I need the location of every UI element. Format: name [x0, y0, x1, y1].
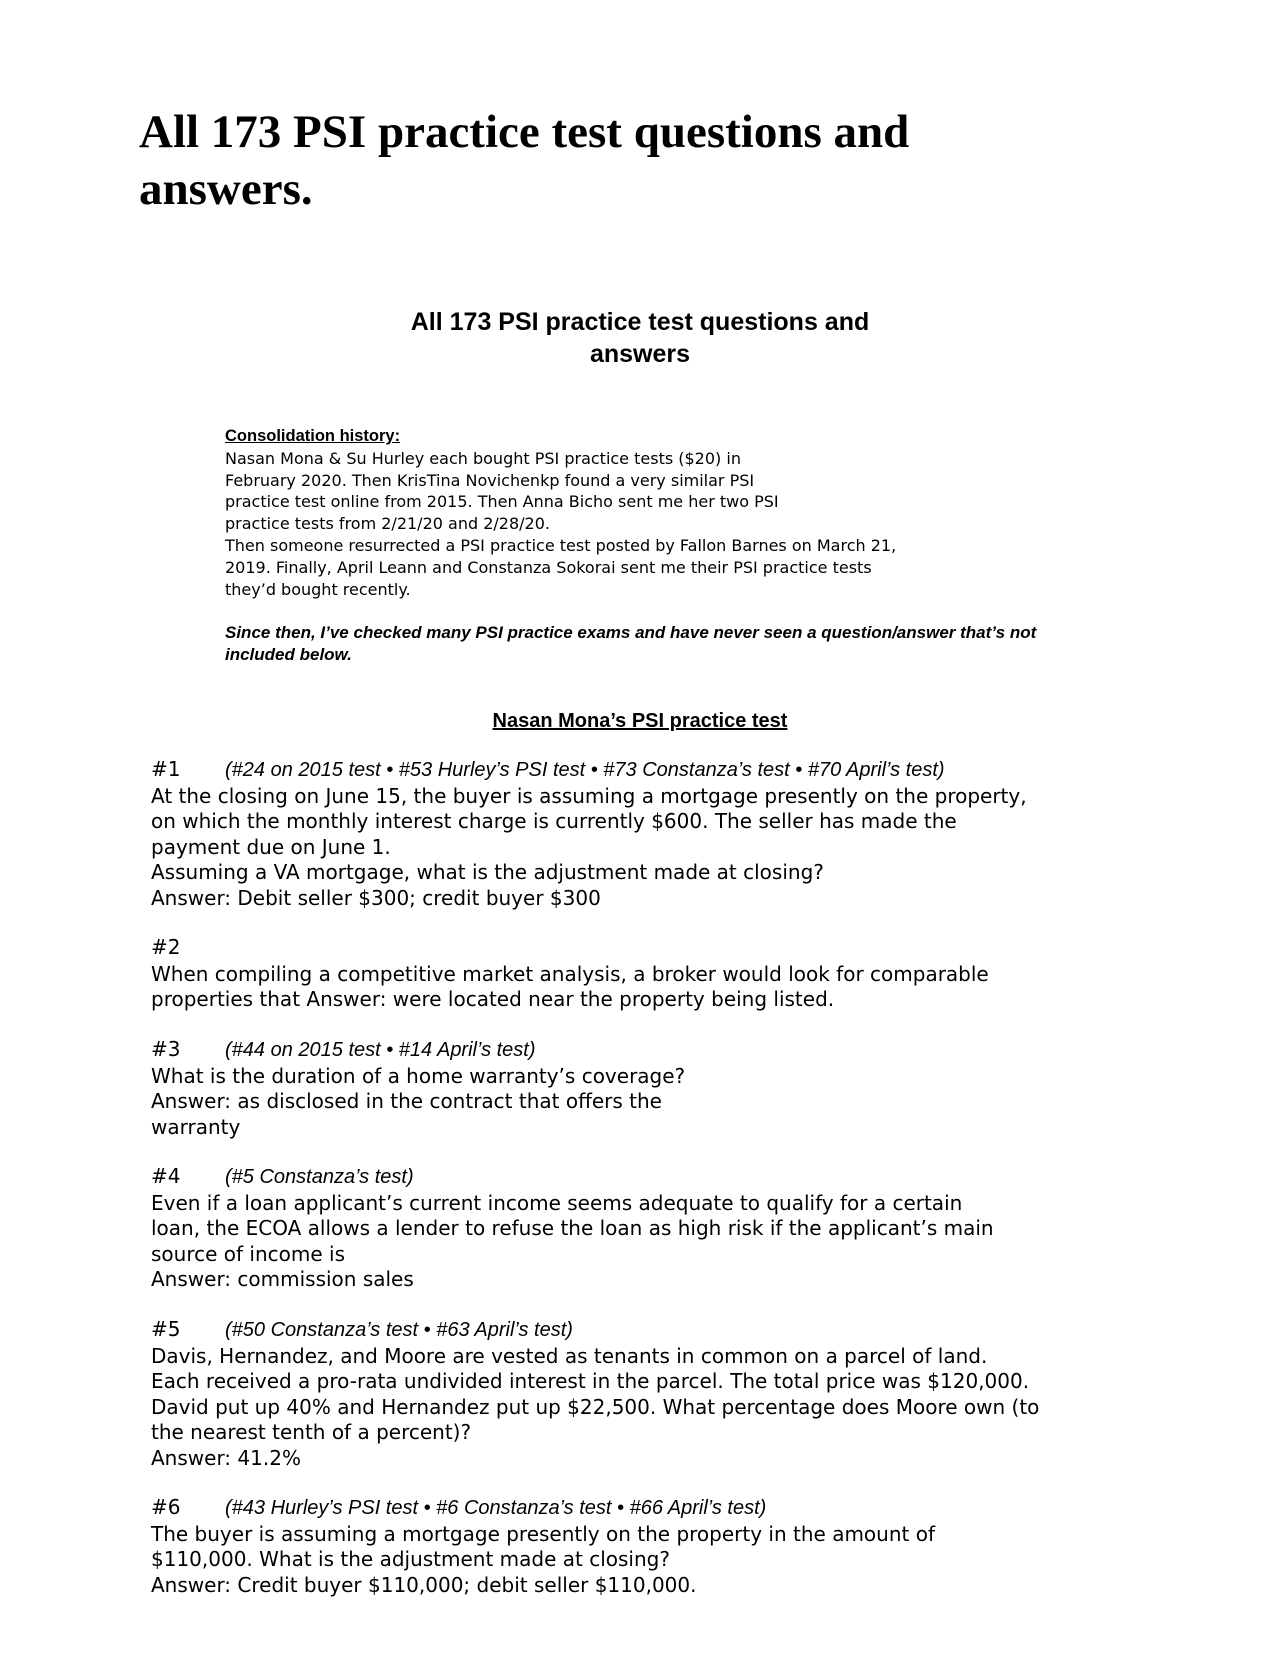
document-subtitle — [0, 306, 1280, 370]
question-header — [151, 935, 1151, 962]
answer-line: Answer: as disclosed in the contract that offers the — [151, 1089, 662, 1113]
question-item — [151, 1317, 1151, 1471]
section-title-text: Nasan Mona’s PSI practice test — [492, 710, 788, 732]
question-number: #6 — [151, 1495, 181, 1519]
history-note-line: included below. — [225, 644, 352, 664]
subtitle-line: answers — [589, 340, 691, 368]
question-source: (#5 Constanza’s test) — [225, 1166, 414, 1188]
history-line: they’d bought recently. — [225, 579, 411, 599]
history-note — [225, 622, 1145, 666]
history-line: practice test online from 2015. Then Anna Bicho sent me her two PSI — [225, 492, 779, 512]
question-source: (#44 on 2015 test • #14 April’s test) — [225, 1039, 536, 1061]
question-number: #5 — [151, 1317, 181, 1341]
question-line: Davis, Hernandez, and Moore are vested as tenants in common on a parcel of land. — [151, 1343, 988, 1368]
question-number: #1 — [151, 757, 181, 781]
question-line: What is the duration of a home warranty’s coverage? — [151, 1063, 686, 1088]
question-line: payment due on June 1. — [151, 834, 391, 859]
question-header — [151, 1037, 1151, 1064]
question-line: When compiling a competitive market analysis, a broker would look for comparable — [151, 961, 989, 986]
answer-line: Answer: commission sales — [151, 1267, 414, 1291]
question-line: source of income is — [151, 1241, 345, 1266]
question-header — [151, 1495, 1151, 1522]
question-line: Each received a pro-rata undivided interest in the parcel. The total price was $120,000. — [151, 1369, 1030, 1393]
history-line: Then someone resurrected a PSI practice test posted by Fallon Barnes on March 21, — [225, 535, 897, 555]
question-line: properties that Answer: were located near the property being listed. — [151, 987, 835, 1011]
answer-line: warranty — [151, 1114, 241, 1139]
question-header — [151, 1164, 1151, 1191]
answer-line: Answer: Debit seller $300; credit buyer $300 — [151, 885, 601, 910]
history-line: 2019. Finally, April Leann and Constanza Sokorai sent me their PSI practice tests — [225, 557, 872, 577]
question-header — [151, 1317, 1151, 1344]
question-number: #4 — [151, 1164, 181, 1188]
question-source: (#50 Constanza’s test • #63 April’s test) — [225, 1319, 573, 1341]
question-source: (#24 on 2015 test • #53 Hurley’s PSI test • #73 Constanza’s test • #70 April’s test) — [225, 759, 945, 781]
question-source: (#43 Hurley’s PSI test • #6 Constanza’s test • #66 April’s test) — [225, 1497, 767, 1519]
question-item — [151, 1037, 1151, 1140]
subtitle-line: All 173 PSI practice test questions and — [410, 308, 870, 336]
question-line: Assuming a VA mortgage, what is the adjustment made at closing? — [151, 860, 824, 884]
question-line: The buyer is assuming a mortgage presently on the property in the amount of — [151, 1521, 935, 1546]
question-line: At the closing on June 15, the buyer is assuming a mortgage presently on the property, — [151, 783, 1027, 808]
history-line: February 2020. Then KrisTina Novichenkp found a very similar PSI — [225, 470, 755, 490]
question-line: $110,000. What is the adjustment made at closing? — [151, 1547, 670, 1571]
section-title — [0, 708, 1280, 734]
history-note-line: Since then, I’ve checked many PSI practice exams and have never seen a question/answer that’s not — [225, 623, 1037, 642]
question-number: #2 — [151, 935, 181, 959]
question-line: on which the monthly interest charge is currently $600. The seller has made the — [151, 809, 957, 833]
document-title: All 173 PSI practice test questions and answers. — [139, 106, 910, 215]
question-item — [151, 1164, 1151, 1293]
question-line: Even if a loan applicant’s current income seems adequate to qualify for a certain — [151, 1190, 963, 1215]
question-line: the nearest tenth of a percent)? — [151, 1420, 472, 1444]
answer-line: Answer: Credit buyer $110,000; debit seller $110,000. — [151, 1572, 697, 1597]
history-heading: Consolidation history: — [225, 427, 401, 445]
history-line: practice tests from 2/21/20 and 2/28/20. — [225, 514, 550, 534]
question-item — [151, 1495, 1151, 1598]
question-line: loan, the ECOA allows a lender to refuse the loan as high risk if the applicant’s main — [151, 1216, 994, 1240]
question-header — [151, 757, 1151, 784]
consolidation-history — [225, 426, 1145, 600]
question-item — [151, 757, 1151, 911]
answer-line: Answer: 41.2% — [151, 1445, 301, 1470]
question-line: David put up 40% and Hernandez put up $22,500. What percentage does Moore own (to — [151, 1394, 1040, 1419]
history-line: Nasan Mona & Su Hurley each bought PSI practice tests ($20) in — [225, 448, 741, 468]
question-number: #3 — [151, 1037, 181, 1061]
question-item — [151, 935, 1151, 1013]
